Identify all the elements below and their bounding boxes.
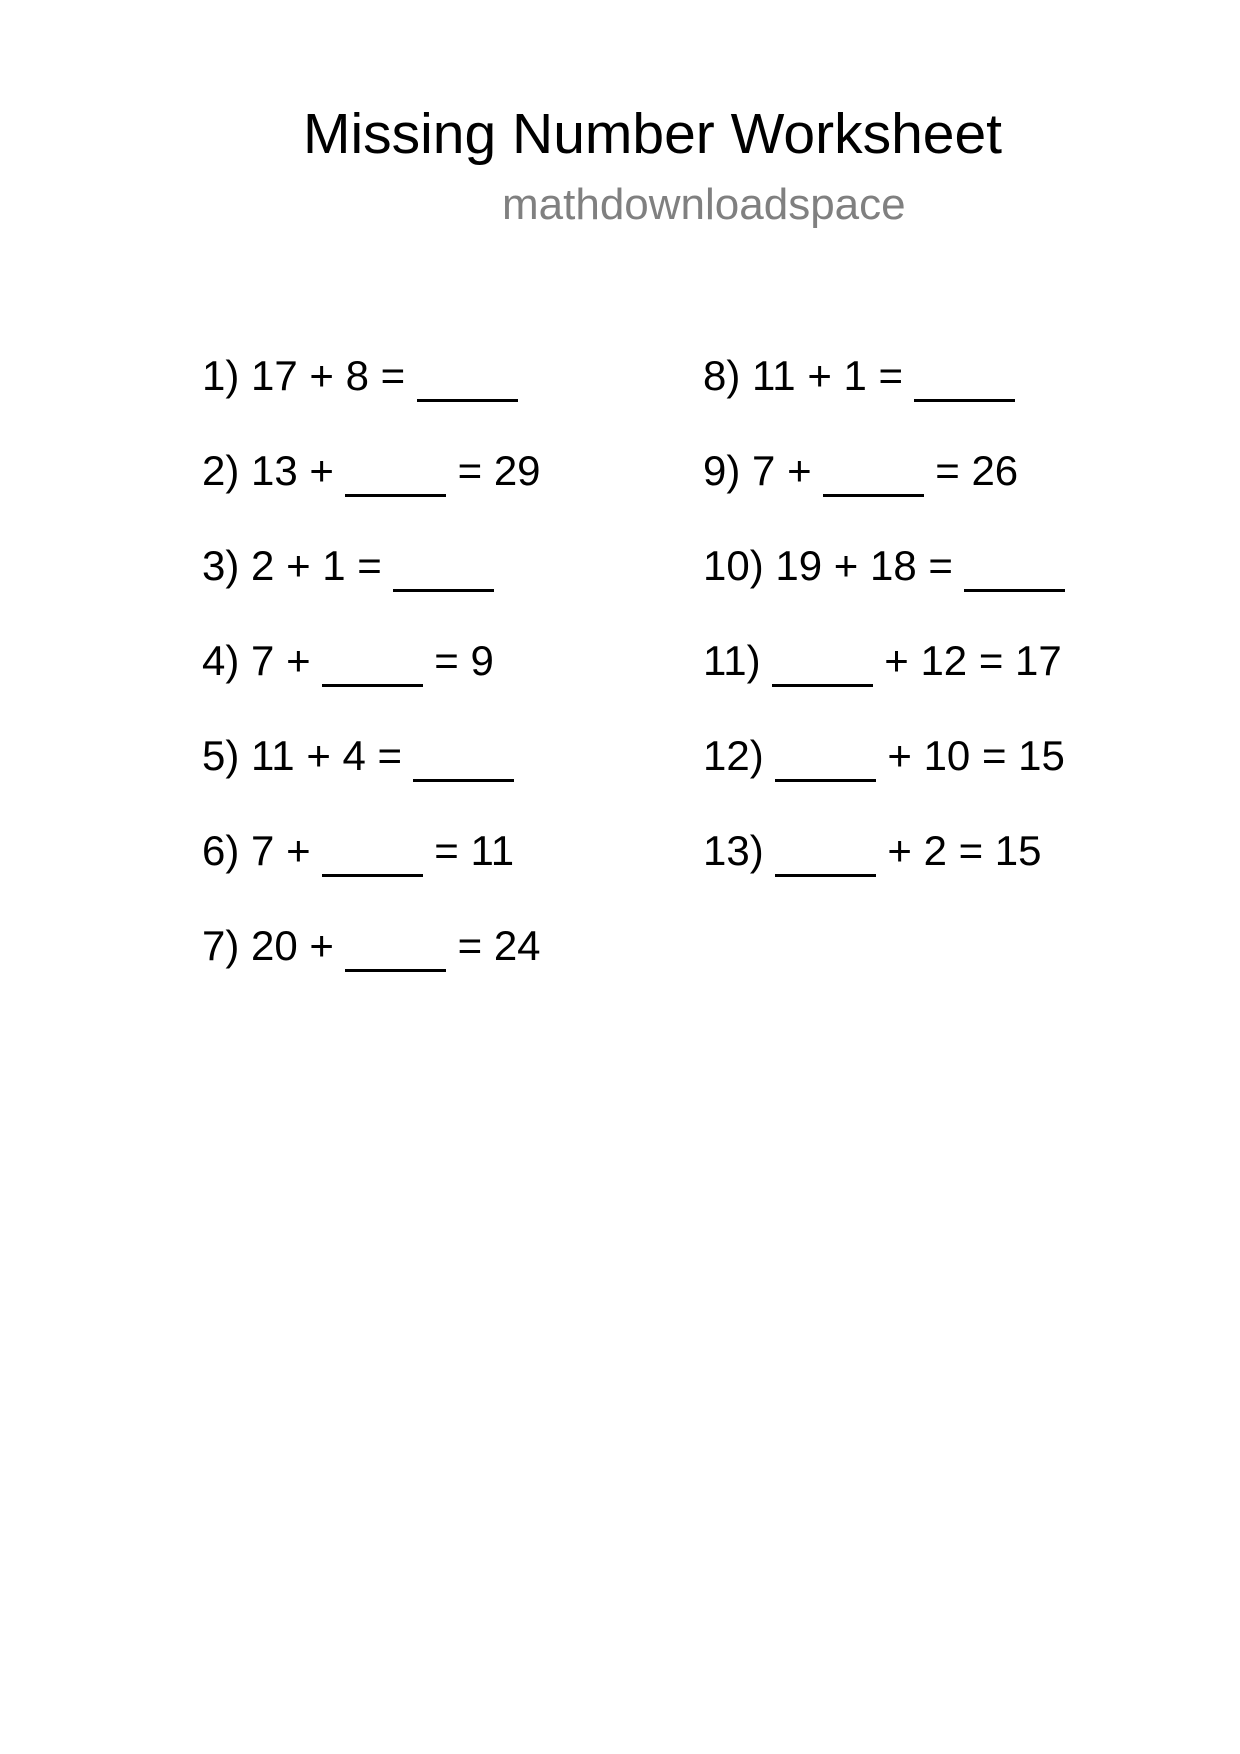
problem-number: 11) — [703, 637, 761, 684]
problem-number: 13) — [703, 827, 764, 874]
problem-number: 1) — [202, 352, 240, 399]
spacer — [459, 637, 471, 685]
problem-number: 7) — [202, 922, 240, 969]
plus-operator: + — [286, 542, 311, 589]
spacer — [239, 447, 251, 495]
worksheet-title: Missing Number Worksheet — [303, 102, 1003, 166]
answer-blank[interactable] — [345, 939, 446, 972]
problem-row — [703, 827, 1042, 875]
plus-operator: + — [309, 352, 334, 399]
problem-number: 9) — [703, 447, 741, 494]
worksheet-subtitle: mathdownloadspace — [502, 180, 906, 229]
spacer — [346, 542, 358, 590]
problem-number: 2) — [202, 447, 240, 494]
plus-operator: + — [309, 447, 334, 494]
spacer — [912, 732, 924, 780]
answer-blank[interactable] — [322, 654, 423, 687]
answer-blank[interactable] — [775, 749, 876, 782]
equals-sign: = — [935, 447, 960, 494]
plus-operator: + — [286, 827, 311, 874]
equals-sign: = — [981, 732, 1007, 779]
spacer — [274, 637, 286, 685]
spacer — [740, 352, 752, 400]
plus-operator: + — [286, 637, 311, 684]
result: 26 — [971, 447, 1019, 494]
result: 24 — [493, 922, 541, 969]
operand-b: 10 — [923, 732, 971, 779]
problem-row — [202, 637, 494, 685]
spacer — [298, 352, 310, 400]
spacer — [239, 922, 251, 970]
spacer — [331, 732, 343, 780]
answer-blank[interactable] — [413, 749, 514, 782]
operand-b: 2 — [923, 827, 947, 874]
spacer — [909, 637, 921, 685]
problem-row — [202, 447, 541, 495]
equals-sign: = — [878, 352, 904, 399]
operand-a: 19 — [775, 542, 823, 589]
equals-sign: = — [457, 447, 483, 494]
plus-operator: + — [306, 732, 331, 779]
spacer — [796, 352, 808, 400]
problem-row — [703, 732, 1065, 780]
operand-b: 18 — [869, 542, 917, 589]
answer-blank[interactable] — [775, 844, 876, 877]
spacer — [482, 447, 494, 495]
spacer — [912, 827, 924, 875]
spacer — [947, 827, 959, 875]
operand-a: 20 — [251, 922, 298, 969]
operand-b: 12 — [920, 637, 968, 684]
problem-number: 8) — [703, 352, 741, 399]
operand-b: 4 — [342, 732, 366, 779]
result: 15 — [1018, 732, 1065, 779]
plus-operator: + — [887, 732, 912, 779]
operand-b: 1 — [843, 352, 867, 399]
spacer — [740, 447, 752, 495]
problem-number: 12) — [703, 732, 764, 779]
spacer — [970, 732, 982, 780]
plus-operator: + — [309, 922, 334, 969]
operand-b: 8 — [345, 352, 369, 399]
spacer — [239, 637, 251, 685]
answer-blank[interactable] — [964, 559, 1065, 592]
plus-operator: + — [884, 637, 909, 684]
equals-sign: = — [928, 542, 953, 589]
spacer — [482, 922, 494, 970]
spacer — [239, 352, 251, 400]
answer-blank[interactable] — [914, 369, 1015, 402]
operand-b: 1 — [322, 542, 346, 589]
spacer — [867, 352, 879, 400]
operand-a: 7 — [251, 827, 275, 874]
spacer — [858, 542, 870, 590]
spacer — [366, 732, 378, 780]
result: 9 — [470, 637, 494, 684]
spacer — [459, 827, 471, 875]
problem-row — [703, 447, 1018, 495]
spacer — [239, 542, 251, 590]
operand-a: 2 — [251, 542, 275, 589]
plus-operator: + — [787, 447, 812, 494]
answer-blank[interactable] — [345, 464, 446, 497]
result: 29 — [493, 447, 541, 494]
problem-number: 6) — [202, 827, 240, 874]
spacer — [764, 542, 776, 590]
spacer — [917, 542, 929, 590]
spacer — [295, 732, 307, 780]
spacer — [822, 542, 834, 590]
spacer — [298, 922, 310, 970]
problem-row — [202, 732, 526, 780]
plus-operator: + — [807, 352, 832, 399]
problem-row — [202, 352, 529, 400]
problem-number: 10) — [703, 542, 764, 589]
spacer — [983, 827, 995, 875]
spacer — [775, 447, 787, 495]
problem-row — [703, 637, 1062, 685]
equals-sign: = — [434, 637, 459, 684]
answer-blank[interactable] — [772, 654, 873, 687]
plus-operator: + — [833, 542, 859, 589]
spacer — [311, 542, 323, 590]
equals-sign: = — [377, 732, 403, 779]
problem-row — [202, 922, 541, 970]
spacer — [1006, 732, 1018, 780]
spacer — [274, 827, 286, 875]
answer-blank[interactable] — [417, 369, 518, 402]
spacer — [239, 732, 251, 780]
problem-row — [703, 542, 1077, 590]
plus-operator: + — [887, 827, 912, 874]
equals-sign: = — [380, 352, 406, 399]
operand-a: 7 — [752, 447, 776, 494]
spacer — [298, 447, 310, 495]
spacer — [369, 352, 381, 400]
spacer — [239, 827, 251, 875]
answer-blank[interactable] — [393, 559, 494, 592]
spacer — [967, 637, 979, 685]
equals-sign: = — [357, 542, 382, 589]
equals-sign: = — [434, 827, 459, 874]
problem-number: 3) — [202, 542, 240, 589]
problem-row — [202, 542, 505, 590]
spacer — [960, 447, 972, 495]
problem-row — [202, 827, 514, 875]
answer-blank[interactable] — [823, 464, 924, 497]
equals-sign: = — [978, 637, 1004, 684]
operand-a: 17 — [251, 352, 298, 399]
spacer — [1003, 637, 1015, 685]
problem-number: 5) — [202, 732, 240, 779]
spacer — [274, 542, 286, 590]
result: 17 — [1015, 637, 1062, 684]
problem-row — [703, 352, 1027, 400]
problem-number: 4) — [202, 637, 240, 684]
equals-sign: = — [457, 922, 483, 969]
equals-sign: = — [958, 827, 984, 874]
operand-a: 11 — [752, 352, 796, 399]
spacer — [832, 352, 844, 400]
operand-a: 11 — [251, 732, 295, 779]
result: 11 — [470, 827, 515, 874]
operand-a: 13 — [251, 447, 298, 494]
spacer — [334, 352, 346, 400]
operand-a: 7 — [251, 637, 275, 684]
answer-blank[interactable] — [322, 844, 423, 877]
result: 15 — [994, 827, 1042, 874]
